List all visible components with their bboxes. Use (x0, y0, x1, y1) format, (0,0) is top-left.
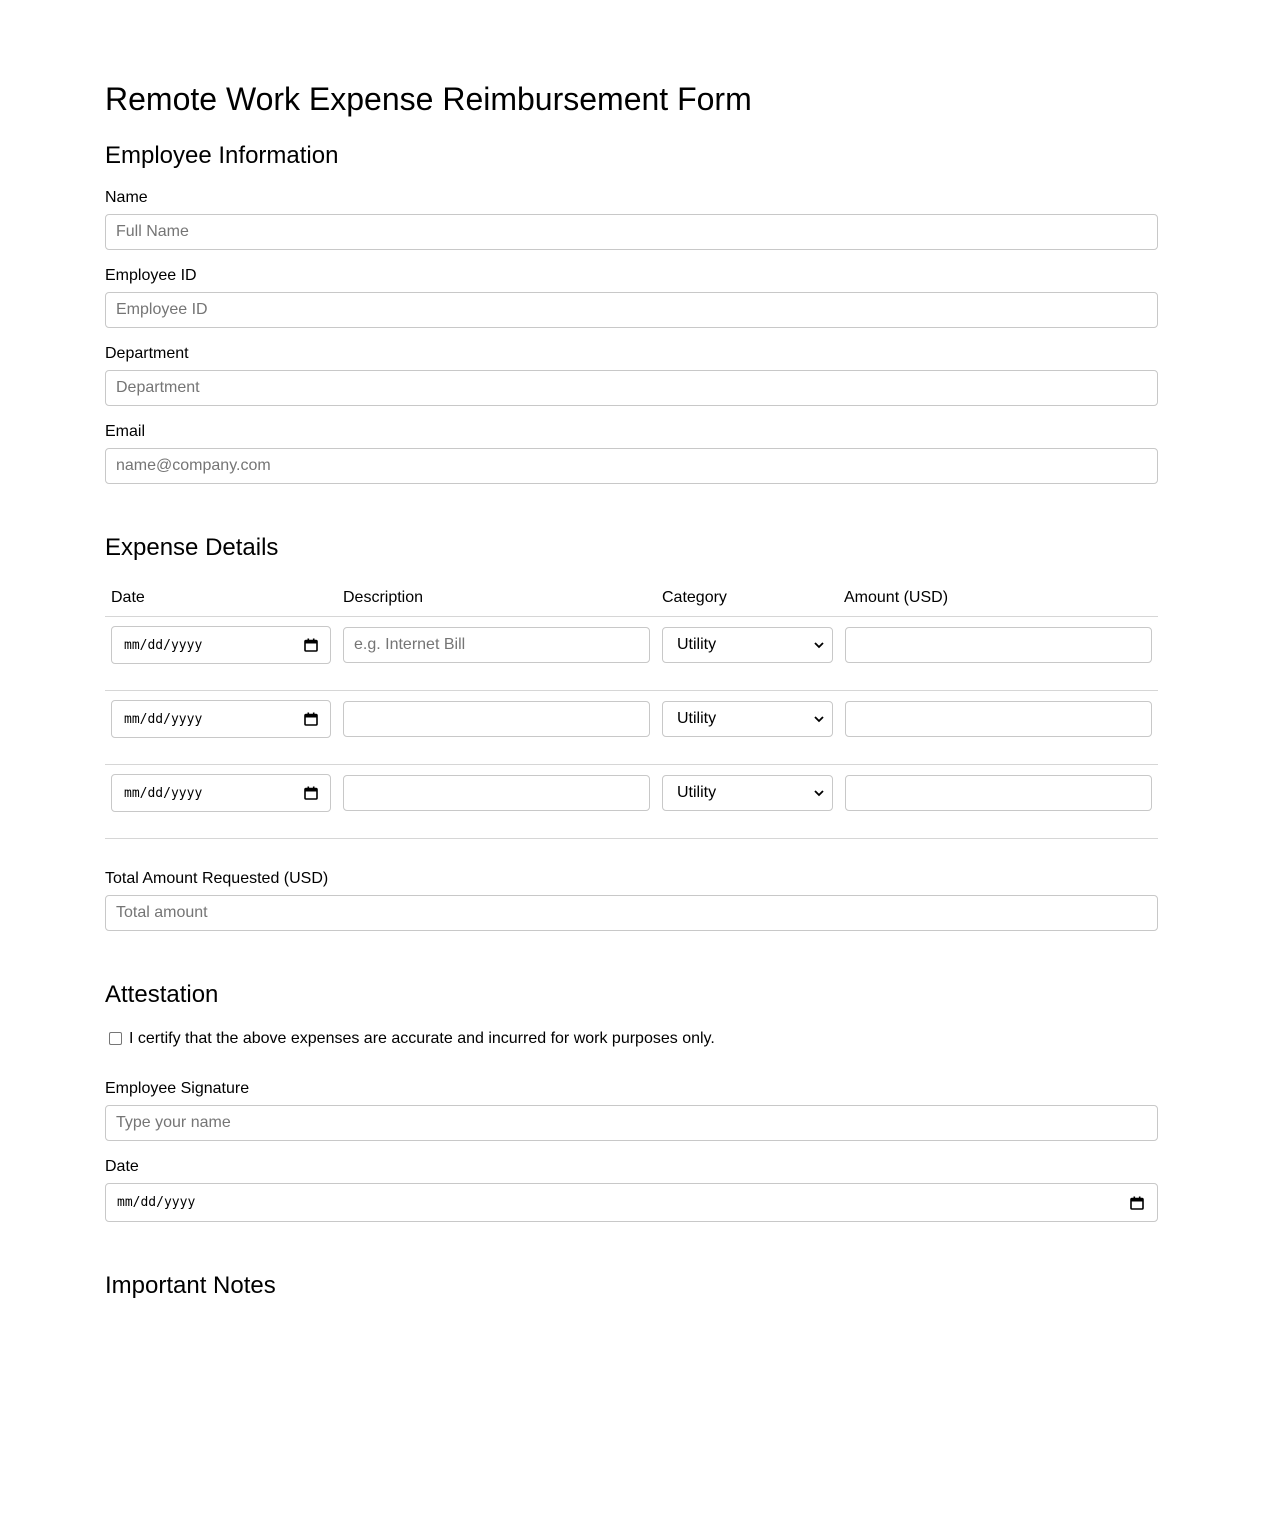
section-heading-attestation: Attestation (105, 981, 219, 1008)
name-input[interactable] (105, 214, 1158, 250)
expense-description-input-1[interactable] (343, 627, 650, 663)
expense-date-value-3: mm/dd/yyyy (124, 785, 203, 801)
column-header-category: Category (662, 589, 727, 606)
certify-label: I certify that the above expenses are accurate and incurred for work purposes only. (129, 1030, 715, 1047)
column-header-description: Description (343, 589, 424, 606)
chevron-down-icon (814, 784, 824, 802)
expense-amount-input-3[interactable] (845, 775, 1152, 811)
expense-description-input-3[interactable] (343, 775, 650, 811)
expense-category-value-3: Utility (677, 784, 717, 801)
expense-date-input-2[interactable] (111, 700, 331, 738)
employee-signature-input[interactable] (105, 1105, 1158, 1141)
column-header-amount: Amount (USD) (844, 589, 949, 606)
page-title: Remote Work Expense Reimbursement Form (105, 81, 752, 117)
employee-id-label: Employee ID (105, 267, 197, 284)
total-amount-label: Total Amount Requested (USD) (105, 870, 329, 887)
signature-date-input[interactable] (105, 1183, 1158, 1222)
email-input[interactable] (105, 448, 1158, 484)
calendar-icon[interactable] (1130, 1196, 1144, 1210)
name-label: Name (105, 189, 148, 206)
expense-category-select-2[interactable] (662, 701, 833, 737)
total-amount-input[interactable] (105, 895, 1158, 931)
email-label: Email (105, 423, 146, 440)
employee-id-input[interactable] (105, 292, 1158, 328)
chevron-down-icon (814, 636, 824, 654)
expense-amount-input-2[interactable] (845, 701, 1152, 737)
expense-category-value-1: Utility (677, 636, 717, 653)
employee-signature-label: Employee Signature (105, 1080, 250, 1097)
expense-category-select-1[interactable] (662, 627, 833, 663)
expense-category-select-3[interactable] (662, 775, 833, 811)
table-divider (105, 616, 1158, 617)
expense-date-value-2: mm/dd/yyyy (124, 711, 203, 727)
section-heading-important-notes: Important Notes (105, 1272, 276, 1299)
expense-date-input-3[interactable] (111, 774, 331, 812)
table-divider (105, 690, 1158, 691)
calendar-icon[interactable] (304, 786, 318, 800)
expense-date-value-1: mm/dd/yyyy (124, 637, 203, 653)
calendar-icon[interactable] (304, 712, 318, 726)
chevron-down-icon (814, 710, 824, 728)
table-divider (105, 764, 1158, 765)
section-heading-expense-details: Expense Details (105, 534, 279, 561)
department-input[interactable] (105, 370, 1158, 406)
column-header-date: Date (111, 589, 145, 606)
certify-checkbox[interactable] (109, 1032, 122, 1045)
signature-date-label: Date (105, 1158, 139, 1175)
expense-amount-input-1[interactable] (845, 627, 1152, 663)
department-label: Department (105, 345, 189, 362)
calendar-icon[interactable] (304, 638, 318, 652)
table-divider (105, 838, 1158, 839)
expense-description-input-2[interactable] (343, 701, 650, 737)
expense-date-input-1[interactable] (111, 626, 331, 664)
section-heading-employee-information: Employee Information (105, 142, 339, 169)
expense-category-value-2: Utility (677, 710, 717, 727)
signature-date-value: mm/dd/yyyy (117, 1195, 196, 1210)
